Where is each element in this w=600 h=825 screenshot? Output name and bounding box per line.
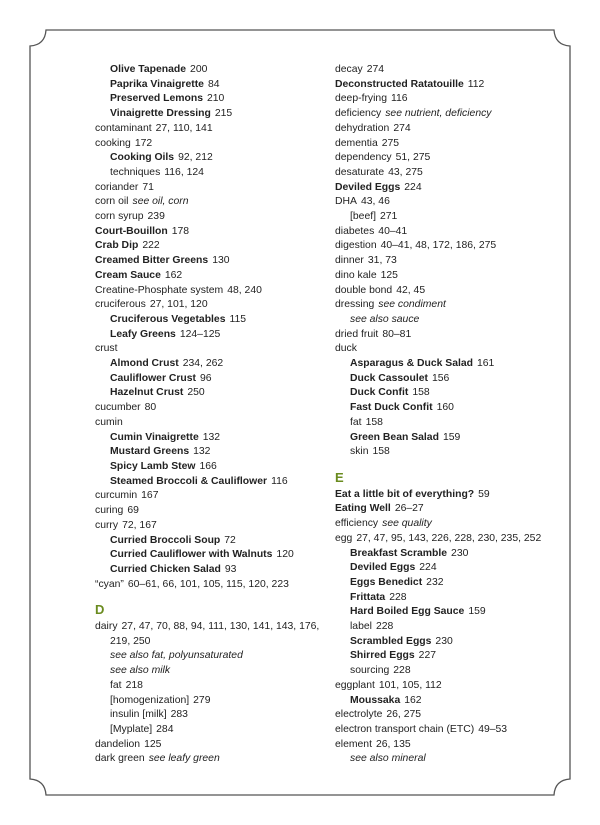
index-page-refs: 71 <box>142 181 154 193</box>
index-term: Curried Cauliflower with Walnuts <box>110 549 273 561</box>
index-page-refs: 161 <box>477 358 495 370</box>
index-term: [Myplate] <box>110 723 153 735</box>
index-term: dandelion <box>95 738 141 750</box>
index-term: Spicy Lamb Stew <box>110 460 196 472</box>
index-page-refs: 60–61, 66, 101, 105, 115, 120, 223 <box>127 578 289 590</box>
index-entry <box>95 578 320 593</box>
index-term: Eat a little bit of everything? <box>335 488 475 500</box>
index-page-refs: 234, 262 <box>182 358 224 370</box>
index-entry <box>95 357 320 372</box>
index-entry <box>335 488 555 503</box>
index-page-refs: 72, 167 <box>122 519 157 531</box>
index-page-refs: 156 <box>431 372 450 384</box>
index-term: Duck Confit <box>350 387 409 399</box>
index-entry <box>95 342 320 357</box>
index-page-refs: 279 <box>193 694 211 706</box>
index-term: Hard Boiled Egg Sauce <box>350 606 465 618</box>
index-page-refs: 228 <box>389 591 407 603</box>
index-term: decay <box>335 64 363 75</box>
index-term: coriander <box>95 181 139 193</box>
index-entry <box>335 92 555 107</box>
index-term: dairy <box>95 621 118 633</box>
index-entry <box>335 181 555 196</box>
index-column-left <box>95 63 320 767</box>
index-page-refs: 166 <box>199 460 217 472</box>
index-term: eggplant <box>335 679 375 691</box>
index-term: Creamed Bitter Greens <box>95 255 209 267</box>
index-term: Eggs Benedict <box>350 576 423 588</box>
index-page-refs: 59 <box>478 488 490 500</box>
index-term: Court-Bouillon <box>95 225 168 237</box>
index-entry <box>95 137 320 152</box>
index-entry <box>335 679 555 694</box>
index-entry <box>335 239 555 254</box>
index-page-refs: 125 <box>380 269 398 281</box>
index-entry <box>335 195 555 210</box>
index-entry <box>95 298 320 313</box>
index-term: DHA <box>335 196 357 208</box>
index-term: duck <box>335 343 357 355</box>
index-entry <box>95 489 320 504</box>
index-page-refs: 80–81 <box>382 328 412 340</box>
index-page-refs: 125 <box>144 738 162 750</box>
index-term: electrolyte <box>335 709 383 721</box>
index-entry <box>95 416 320 431</box>
index-entry <box>335 63 555 78</box>
index-page-refs: 40–41, 48, 172, 186, 275 <box>380 240 497 252</box>
index-page-refs: 162 <box>164 269 183 281</box>
index-page-refs: 271 <box>380 211 398 223</box>
index-term: double bond <box>335 284 393 296</box>
index-page-refs: 26, 135 <box>375 738 411 750</box>
index-term: Cauliflower Crust <box>110 372 197 384</box>
index-page-refs: 232 <box>426 576 444 588</box>
index-entry <box>95 563 320 578</box>
index-entry <box>95 210 320 225</box>
index-term: cruciferous <box>95 299 146 311</box>
index-page-refs: 27, 47, 70, 88, 94, 111, 130, 141, 143, 176, <box>121 621 320 633</box>
index-entry <box>335 502 555 517</box>
index-entry <box>335 328 555 343</box>
index-term: Deviled Eggs <box>350 562 416 574</box>
index-page-refs: 27, 47, 95, 143, 226, 228, 230, 235, 252 <box>356 532 542 544</box>
index-page-refs: 31, 73 <box>367 255 397 267</box>
index-term: Cruciferous Vegetables <box>110 313 226 325</box>
index-page-refs: 224 <box>404 181 422 193</box>
index-term: skin <box>350 446 369 458</box>
index-term: contaminant <box>95 122 152 134</box>
index-entry <box>335 445 555 460</box>
index-entry <box>335 210 555 225</box>
index-term: “cyan” <box>95 578 124 590</box>
index-term: corn syrup <box>95 211 144 223</box>
index-page-refs: 162 <box>404 694 422 706</box>
index-term: cucumber <box>95 402 141 414</box>
index-term: deep-frying <box>335 93 387 105</box>
index-entry <box>95 78 320 93</box>
index-entry <box>335 225 555 240</box>
index-entry <box>335 284 555 299</box>
index-entry <box>95 679 320 694</box>
index-page-refs: 160 <box>436 402 454 414</box>
index-entry <box>335 313 555 328</box>
index-cross-reference: see nutrient, deficiency <box>385 108 492 120</box>
index-term: dark green <box>95 753 145 765</box>
index-term: egg <box>335 532 353 544</box>
index-term: digestion <box>335 240 377 252</box>
index-page-refs: 116 <box>390 93 408 105</box>
index-term: dino kale <box>335 269 377 281</box>
index-page-refs: 200 <box>190 64 208 75</box>
index-term: diabetes <box>335 225 375 237</box>
index-entry <box>335 431 555 446</box>
index-entry <box>95 225 320 240</box>
index-page-refs: 84 <box>207 78 220 90</box>
index-term: Duck Cassoulet <box>350 372 428 384</box>
index-page-refs: 42, 45 <box>396 284 426 296</box>
index-page-refs: 51, 275 <box>395 152 431 164</box>
index-entry <box>335 532 555 547</box>
index-entry <box>95 475 320 490</box>
index-entry <box>335 591 555 606</box>
index-entry <box>335 78 555 93</box>
index-term: Frittata <box>350 591 386 603</box>
index-term: Olive Tapenade <box>110 64 187 75</box>
index-page-refs: 116 <box>271 475 288 487</box>
index-section-letter: E <box>335 469 344 485</box>
index-term: Deviled Eggs <box>335 181 401 193</box>
index-entry <box>95 752 320 767</box>
index-page-refs: 26–27 <box>394 503 424 515</box>
index-entry <box>95 372 320 387</box>
index-term: Almond Crust <box>110 358 179 370</box>
index-term: curing <box>95 505 124 517</box>
index-entry <box>95 460 320 475</box>
index-term: electron transport chain (ETC) <box>335 723 475 735</box>
index-entry <box>95 401 320 416</box>
index-page-refs: 215 <box>214 108 233 120</box>
index-term: deficiency <box>335 108 382 120</box>
index-page-refs: 158 <box>365 416 383 428</box>
index-page-refs: 230 <box>451 547 469 559</box>
index-entry <box>95 649 320 664</box>
index-entry <box>335 708 555 723</box>
index-term: curry <box>95 519 119 531</box>
index-page-refs: 69 <box>127 505 139 517</box>
index-entry <box>335 547 555 562</box>
index-entry <box>95 738 320 753</box>
index-term: efficiency <box>335 518 379 530</box>
index-page-refs: 210 <box>206 93 225 105</box>
index-entry <box>335 137 555 152</box>
index-entry <box>95 548 320 563</box>
index-term: Cream Sauce <box>95 269 161 281</box>
index-entry <box>335 635 555 650</box>
index-term: Preserved Lemons <box>110 93 203 105</box>
index-term: Creatine-Phosphate system <box>95 284 224 296</box>
index-entry <box>335 386 555 401</box>
index-entry <box>335 416 555 431</box>
index-page-refs: 43, 46 <box>360 196 390 208</box>
index-entry <box>335 254 555 269</box>
index-term: dinner <box>335 255 364 267</box>
index-entry <box>335 107 555 122</box>
index-term: [homogenization] <box>110 694 190 706</box>
index-entry <box>95 239 320 254</box>
index-page-refs: 167 <box>141 490 159 502</box>
index-cross-reference: see also milk <box>110 665 171 677</box>
index-cross-reference: see quality <box>382 518 432 530</box>
index-page-refs: 93 <box>224 563 237 575</box>
index-term: dependency <box>335 152 392 164</box>
index-entry <box>335 738 555 753</box>
index-page-refs: 27, 101, 120 <box>149 299 208 311</box>
index-page-refs: 228 <box>375 621 394 633</box>
index-term: corn oil <box>95 196 129 208</box>
index-entry <box>95 92 320 107</box>
index-entry <box>335 605 555 620</box>
index-page-refs: 228 <box>393 665 411 677</box>
index-term: Curried Chicken Salad <box>110 563 221 575</box>
index-entry <box>335 517 555 532</box>
index-entry <box>95 694 320 709</box>
index-entry <box>95 107 320 122</box>
index-page-refs: 178 <box>171 225 190 237</box>
index-entry <box>335 401 555 416</box>
index-term: Cumin Vinaigrette <box>110 431 199 443</box>
index-term: dressing <box>335 299 375 311</box>
index-term: Green Bean Salad <box>350 431 439 443</box>
index-term: label <box>350 621 372 633</box>
index-entry <box>95 620 320 635</box>
index-term: cumin <box>95 416 123 428</box>
index-entry <box>95 504 320 519</box>
index-entry <box>95 254 320 269</box>
index-entry <box>335 269 555 284</box>
index-page-refs: 218 <box>125 679 143 691</box>
index-page-refs: 132 <box>202 431 221 443</box>
index-entry <box>335 723 555 738</box>
index-page-refs: 48, 240 <box>227 284 262 296</box>
index-entry <box>95 386 320 401</box>
index-page-refs: 49–53 <box>478 723 508 735</box>
index-entry <box>95 445 320 460</box>
index-cross-reference: see leafy green <box>148 753 220 765</box>
index-term: desaturate <box>335 166 385 178</box>
index-entry <box>95 519 320 534</box>
index-term: curcumin <box>95 490 138 502</box>
index-column-right <box>335 63 555 767</box>
index-term: cooking <box>95 137 131 149</box>
index-term: [beef] <box>350 211 376 223</box>
index-entry <box>95 664 320 679</box>
index-page-refs: 230 <box>435 635 453 647</box>
index-page-refs: 158 <box>372 446 390 458</box>
index-entry <box>335 298 555 313</box>
index-term: Vinaigrette Dressing <box>110 108 211 120</box>
index-page-refs: 96 <box>200 372 212 384</box>
index-page-refs: 222 <box>142 240 160 252</box>
index-page-refs: 80 <box>144 402 157 414</box>
index-entry <box>95 708 320 723</box>
index-page-refs: 158 <box>412 387 430 399</box>
index-term: insulin [milk] <box>110 709 167 721</box>
index-page-refs: 227 <box>418 650 437 662</box>
index-entry <box>95 431 320 446</box>
index-page-refs: 92, 212 <box>178 152 213 164</box>
index-entry <box>335 357 555 372</box>
index-page-refs: 72 <box>224 534 236 546</box>
index-term: dementia <box>335 137 378 149</box>
index-entry <box>95 151 320 166</box>
index-term: fat <box>110 679 122 691</box>
index-term: Cooking Oils <box>110 152 175 164</box>
index-page-refs: 124–125 <box>179 328 221 340</box>
index-cross-reference: see also sauce <box>350 313 420 325</box>
index-term: Crab Dip <box>95 240 139 252</box>
index-page-refs: 132 <box>193 446 211 458</box>
index-term: Mustard Greens <box>110 446 190 458</box>
index-term: Asparagus & Duck Salad <box>350 358 473 370</box>
index-term: sourcing <box>350 665 390 677</box>
index-page-refs: 283 <box>170 709 188 721</box>
index-entry <box>95 63 320 78</box>
index-term: Paprika Vinaigrette <box>110 78 204 90</box>
index-cross-reference: see also mineral <box>350 753 426 765</box>
index-term: Leafy Greens <box>110 328 176 340</box>
index-entry <box>95 122 320 137</box>
index-entry <box>95 166 320 181</box>
index-cross-reference: see oil, corn <box>132 196 189 208</box>
index-page-refs: 274 <box>393 122 411 134</box>
index-entry <box>95 195 320 210</box>
index-entry <box>95 534 320 549</box>
index-term: element <box>335 738 372 750</box>
index-page-refs: 250 <box>187 387 205 399</box>
index-entry <box>95 269 320 284</box>
index-page-refs: 284 <box>156 723 174 735</box>
index-page-refs: 40–41 <box>378 225 408 237</box>
index-entry <box>335 649 555 664</box>
index-page-refs: 224 <box>419 562 437 574</box>
index-page-refs: 43, 275 <box>388 166 423 178</box>
index-page-refs: 274 <box>366 64 385 75</box>
index-entry <box>335 166 555 181</box>
index-section-letter: D <box>95 602 105 618</box>
index-term: Eating Well <box>335 503 391 515</box>
index-page-refs: 115 <box>229 313 247 325</box>
index-entry <box>95 723 320 738</box>
index-entry <box>335 752 555 767</box>
index-page-refs: 27, 110, 141 <box>155 122 213 134</box>
index-entry <box>95 328 320 343</box>
index-entry <box>95 635 320 650</box>
index-term: Scrambled Eggs <box>350 635 432 647</box>
index-entry <box>335 151 555 166</box>
index-page-refs: 275 <box>381 137 400 149</box>
index-term: Hazelnut Crust <box>110 387 184 399</box>
index-entry <box>335 122 555 137</box>
index-cross-reference: see also fat, polyunsaturated <box>110 650 243 662</box>
index-term: fat <box>350 416 362 428</box>
index-term: dehydration <box>335 122 390 134</box>
index-entry <box>95 313 320 328</box>
index-page-refs: 120 <box>276 549 294 561</box>
index-term: Breakfast Scramble <box>350 547 448 559</box>
index-page-refs: 101, 105, 112 <box>378 679 442 691</box>
index-page-refs: 239 <box>147 211 165 223</box>
index-entry <box>95 181 320 196</box>
index-cross-reference: see condiment <box>378 299 446 311</box>
index-term: Curried Broccoli Soup <box>110 534 221 546</box>
index-term: Deconstructed Ratatouille <box>335 78 464 90</box>
index-entry <box>335 576 555 591</box>
index-page-refs: 172 <box>134 137 153 149</box>
index-term: Fast Duck Confit <box>350 402 433 414</box>
index-term: techniques <box>110 166 161 178</box>
index-term: dried fruit <box>335 328 379 340</box>
index-term: Shirred Eggs <box>350 650 415 662</box>
index-entry <box>335 342 555 357</box>
index-page-refs: 159 <box>442 431 461 443</box>
index-term: crust <box>95 343 118 355</box>
index-page-refs: 112 <box>467 78 485 90</box>
index-entry <box>335 372 555 387</box>
index-page-refs: 26, 275 <box>386 709 422 721</box>
index-entry <box>335 664 555 679</box>
index-page-refs: 130 <box>212 255 230 267</box>
index-term: 219, 250 <box>110 635 151 647</box>
index-page-refs: 159 <box>468 606 486 618</box>
index-page-refs: 116, 124 <box>164 166 204 178</box>
index-entry <box>335 694 555 709</box>
index-entry <box>335 561 555 576</box>
index-entry <box>95 284 320 299</box>
index-term: Moussaka <box>350 694 401 706</box>
index-entry <box>335 620 555 635</box>
index-term: Steamed Broccoli & Cauliflower <box>110 475 268 487</box>
